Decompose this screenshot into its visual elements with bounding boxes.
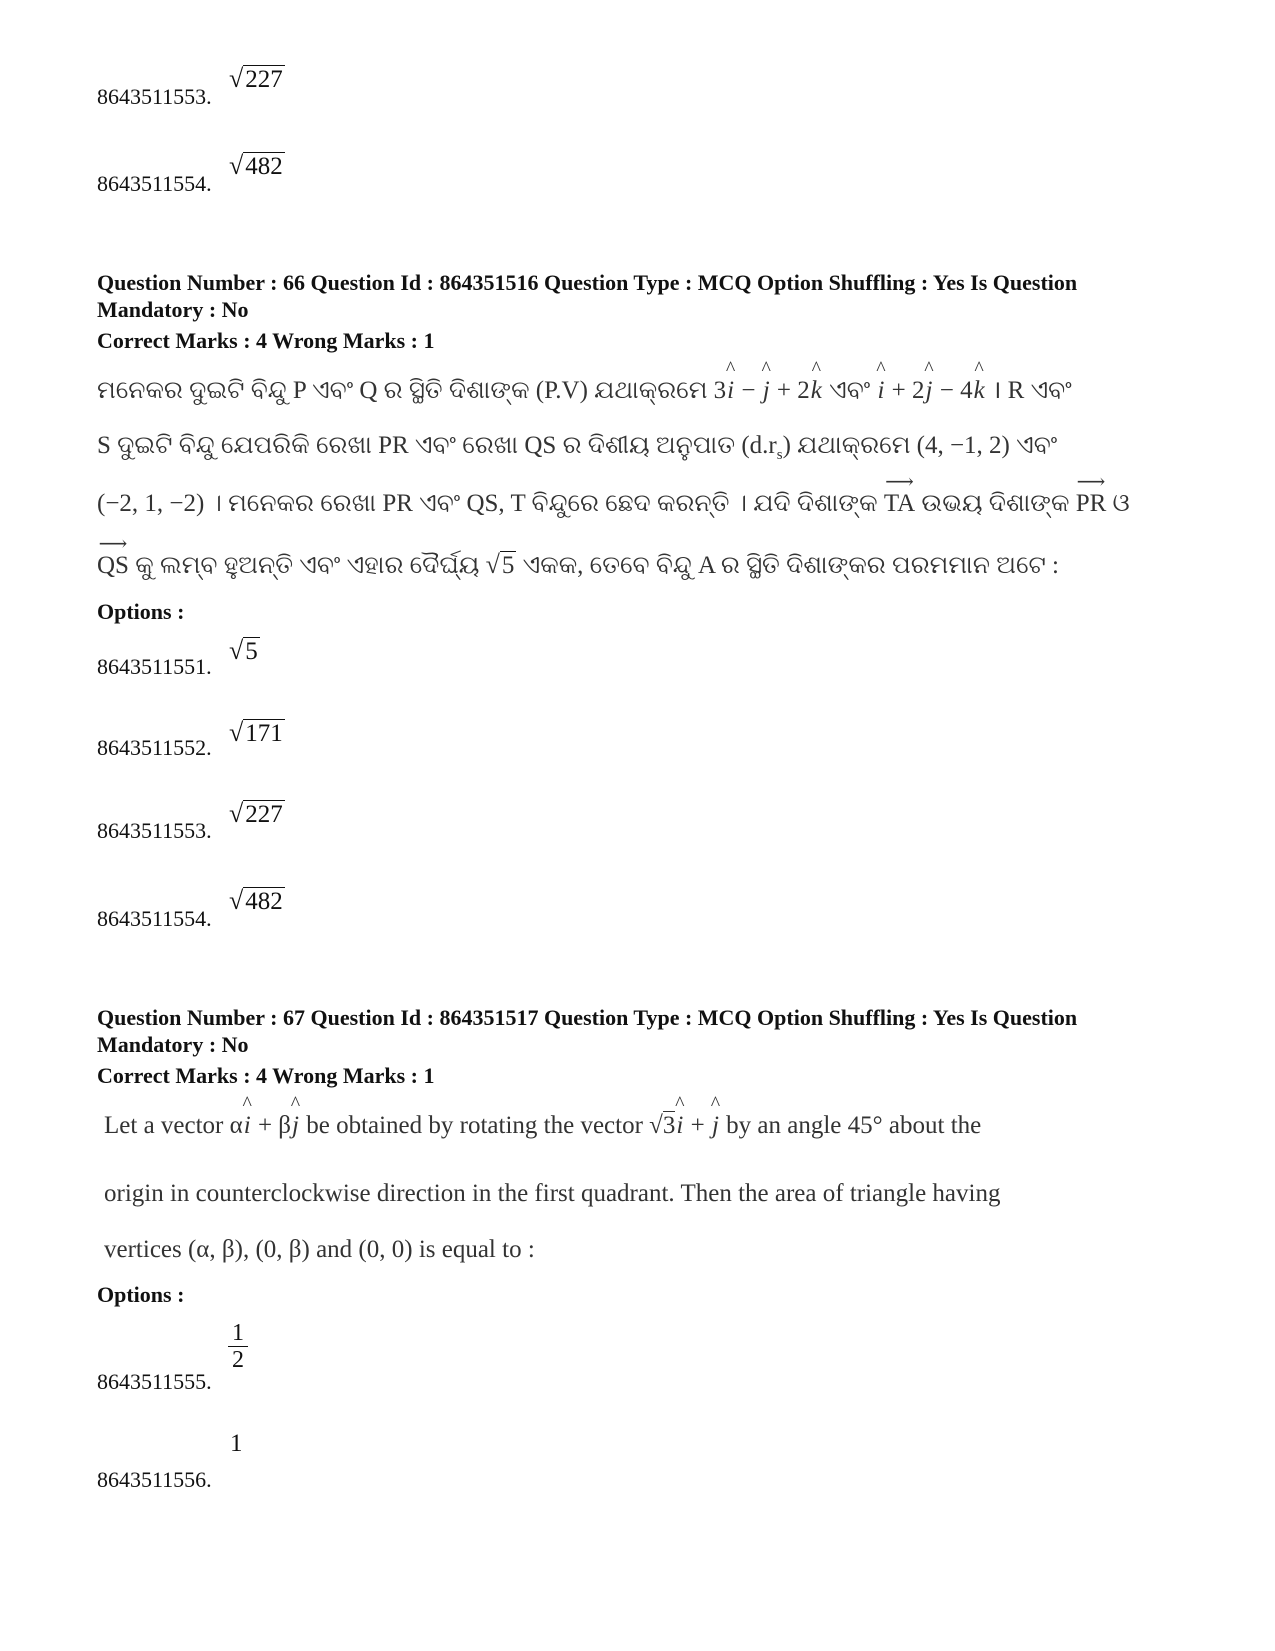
vector-alpha-beta: α^ i + β^ j — [230, 1112, 300, 1139]
option-value-sqrt[interactable]: √5 — [229, 636, 258, 665]
question-66-line-1: ମନେକର ଦୁଇଟି ବିନ୍ଦୁ P ଏବଂ Q ର ସ୍ଥିତି ଦିଶାଙ୍କ (P.V) ଯଥାକ୍ରମେ 3^ i − ^ j + 2^ k ଏବଂ ^ i + 2^ j − 4^ k । R ଏବଂ — [97, 372, 1072, 406]
vector-pr: ⟶ PR — [1076, 490, 1107, 518]
vector-qs: ⟶ QS — [97, 552, 129, 580]
option-id: 8643511554. — [97, 171, 212, 196]
option-value-sqrt[interactable]: √171 — [229, 718, 283, 747]
vector-p: 3^ i − ^ j + 2^ k — [714, 377, 823, 404]
option-value-fraction[interactable]: $\frac{1}{2}$ — [228, 1320, 248, 1373]
question-67-meta — [97, 1004, 1187, 1058]
question-67-line-2: origin in counterclockwise direction in the first quadrant. Then the area of triangle having — [104, 1180, 1001, 1207]
question-mandatory: Mandatory : No — [97, 297, 249, 322]
question-67-line-1: Let a vector α^ i + β^ j be obtained by rotating the vector √3^ i + ^ j by an angle 45° about the — [104, 1112, 981, 1140]
option-id: 8643511553. — [97, 818, 212, 843]
question-66-line-4: ⟶ QS କୁ ଲମ୍ବ ହୁଅନ୍ତି ଏବଂ ଏହାର ଦୈର୍ଘ୍ୟ √5 ଏକକ, ତେବେ ବିନ୍ଦୁ A ର ସ୍ଥିତି ଦିଶାଙ୍କର ପରମମାନ ଅଟେ : — [97, 550, 1059, 580]
option-id: 8643511554. — [97, 906, 212, 931]
option-id: 8643511552. — [97, 735, 212, 760]
option-value-sqrt[interactable]: √482 — [229, 886, 283, 915]
question-67-marks: Correct Marks : 4 Wrong Marks : 1 — [97, 1063, 435, 1088]
question-66-line-3: (−2, 1, −2) । ମନେକର ରେଖା PR ଏବଂ QS, T ବିନ୍ଦୁରେ ଛେଦ କରନ୍ତି । ଯଦି ଦିଶାଙ୍କ ⟶ TA ଉଭୟ ଦିଶାଙ୍କ ⟶ PR ଓ — [97, 490, 1130, 518]
options-label: Options : — [97, 1282, 185, 1307]
question-66-meta — [97, 269, 1187, 323]
options-label: Options : — [97, 599, 185, 624]
option-id: 8643511555. — [97, 1369, 212, 1394]
question-mandatory: Mandatory : No — [97, 1032, 249, 1057]
vector-ta: ⟶ TA — [884, 490, 915, 518]
question-67-line-3: vertices (α, β), (0, β) and (0, 0) is equal to : — [104, 1236, 535, 1263]
option-id: 8643511556. — [97, 1467, 212, 1492]
option-id: 8643511551. — [97, 654, 212, 679]
option-value-sqrt[interactable]: √482 — [229, 151, 283, 180]
question-66-line-2: S ଦୁଇଟି ବିନ୍ଦୁ ଯେପରିକି ରେଖା PR ଏବଂ ରେଖା QS ର ଦିଶୀୟ ଅନୁପାତ $(d.r_s)$ ଯଥାକ୍ରମେ (4, −1, 2) ଏବଂ — [97, 432, 1058, 463]
question-meta-line: Question Number : 66 Question Id : 864351516 Question Type : MCQ Option Shuffling : Yes Is Question — [97, 270, 1078, 295]
option-value-sqrt[interactable]: √227 — [229, 799, 283, 828]
vector-q: ^ i + 2^ j − 4^ k — [876, 377, 985, 404]
question-meta-line: Question Number : 67 Question Id : 864351517 Question Type : MCQ Option Shuffling : Yes Is Question — [97, 1005, 1078, 1030]
sqrt-5: √5 — [485, 550, 515, 579]
vector-root3-i-j: √3^ i + ^ j — [649, 1112, 720, 1139]
option-value-sqrt[interactable]: √227 — [229, 64, 283, 93]
option-id: 8643511553. — [97, 84, 212, 109]
option-value[interactable]: 1 — [230, 1430, 243, 1457]
question-66-marks: Correct Marks : 4 Wrong Marks : 1 — [97, 328, 435, 353]
